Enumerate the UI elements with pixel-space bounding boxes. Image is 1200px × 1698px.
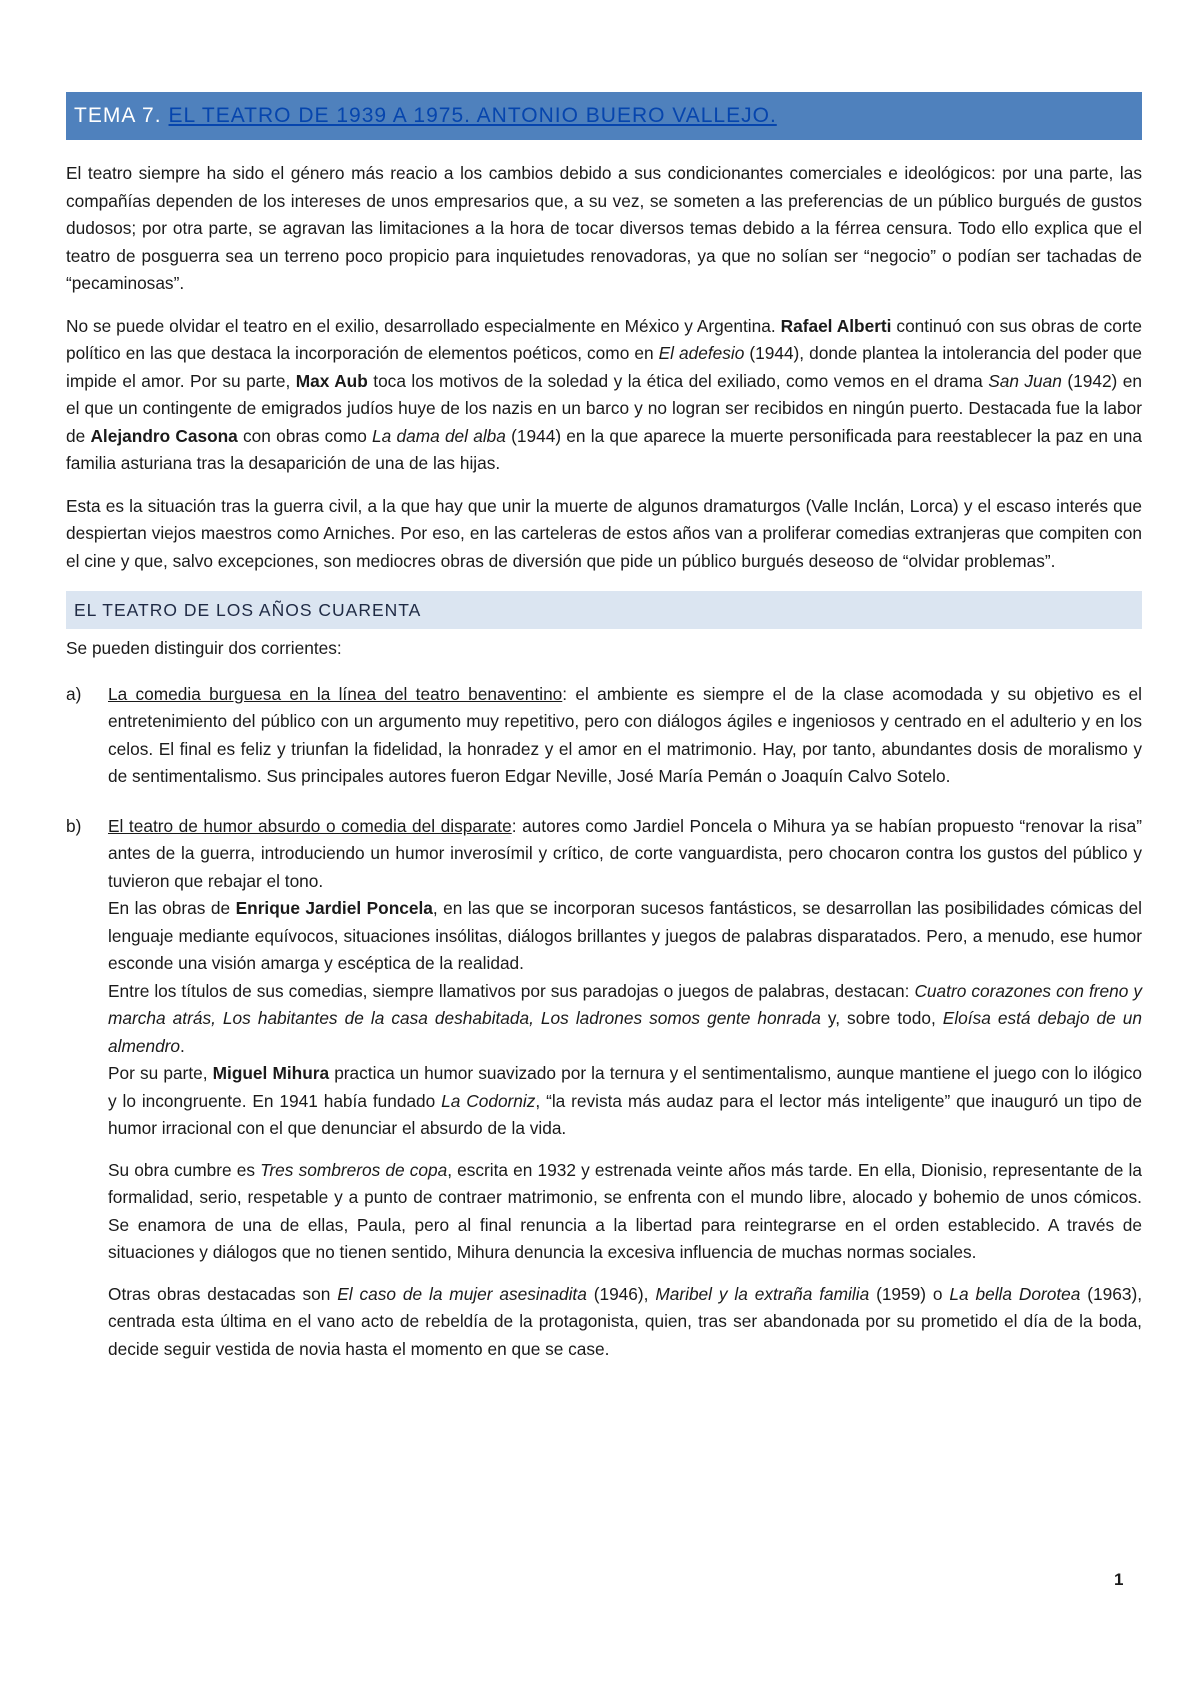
titles-paragraph: Entre los títulos de sus comedias, siempre llamativos por sus paradojas o juegos de palabras, destacan: Cuatro corazones con freno y marcha atrás, Los habitantes de la casa deshabitada, Los ladrones somos gente honrada y, sobre todo, Eloísa está debajo de un almendro. [108,980,1143,1056]
mihura-paragraph: Por su parte, Miguel Mihura practica un humor suavizado por la ternura y el sentimentalismo, aunque mantiene el juego con lo ilógico y lo incongruente. En 1941 había fundado La Codorniz, “la revista más audaz para el lector más inteligente” que inauguró un tipo de humor irracional con el que denunciar el absurdo de la vida. [108,1063,1142,1138]
intro-paragraph-3: Esta es la situación tras la guerra civil, a la que hay que unir la muerte de algunos dramaturgos (Valle Inclán, Lorca) y el escaso interés que despiertan viejos maestros como Arniches. Por eso, en las carteleras de estos años van a proliferar comedias extranjeras que compiten con el cine y que, salvo excepciones, son mediocres obras de diversión que pide un público burgués deseoso de “olvidar problemas”. [66,495,1142,571]
list-item-b-text: El teatro de humor absurdo o comedia del disparate: autores como Jardiel Poncela o Mihura ya se habían propuesto “renovar la risa” antes de la guerra, introduciendo un humor inverosímil y crítico, de corte vanguardista, pero chocaron contra los gustos del público y tuvieron que rebajar el tono. [108,815,1142,891]
list-item-a [66,681,1142,791]
document-page [66,92,1142,1363]
otras-obras-paragraph: Otras obras destacadas son El caso de la mujer asesinadita (1946), Maribel y la extraña familia (1959) o La bella Dorotea (1963), centrada esta última en el vano acto de rebeldía de la protagonista, quien, tras ser abandonada por su prometido el día de la boda, decide seguir vestida de novia hasta el momento en que se case. [108,1283,1143,1359]
list-marker-a: a) [66,683,82,704]
page-number: 1 [1114,1570,1124,1589]
jardiel-paragraph: En las obras de Enrique Jardiel Poncela, en las que se incorporan sucesos fantásticos, se desarrollan las posibilidades cómicas del lenguaje mediante equívocos, situaciones insólitas, diálogos brillantes y juegos de palabras disparatados. Pero, a menudo, ese humor esconde una visión amarga y escéptica de la realidad. [108,898,1142,973]
list-marker-b: b) [66,815,82,836]
section-intro: Se pueden distinguir dos corrientes: [66,638,342,658]
title-prefix: TEMA 7. [74,104,162,127]
title-bar [66,92,1142,140]
tres-sombreros-paragraph: Su obra cumbre es Tres sombreros de copa, escrita en 1932 y estrenada veinte años más tarde. En ella, Dionisio, representante de la formalidad, serio, respetable y a punto de contraer matrimonio, se enfrenta con el mundo libre, alocado y bohemio de unos cómicos. Se enamora de una de ellas, Paula, pero al final renuncia a la libertad para reintegrarse en el orden establecido. A través de situaciones y diálogos que no tienen sentido, Mihura denuncia la excesiva influencia de muchas normas sociales. [108,1159,1142,1262]
intro-paragraph-1: El teatro siempre ha sido el género más reacio a los cambios debido a sus condicionantes comerciales e ideológicos: por una parte, las compañías dependen de los intereses de unos empresarios que, a su vez, se someten a las preferencias de un público burgués de gustos dudosos; por otra parte, se agravan las limitaciones a la hora de tocar diversos temas debido a la férrea censura. Todo ello explica que el teatro de posguerra sea un terreno poco propicio para inquietudes renovadoras, ya que no solían ser “negocio” o podían ser tachadas de “pecaminosas”. [66,163,1142,293]
list-item-a-text: La comedia burguesa en la línea del teatro benaventino: el ambiente es siempre el de la clase acomodada y su objetivo es el entretenimiento del público con un argumento muy repetitivo, pero con diálogos ágiles e ingeniosos y centrado en el adulterio y en los celos. El final es feliz y triunfan la fidelidad, la honradez y el amor en el matrimonio. Hay, por tanto, abundantes dosis de moralismo y de sentimentalismo. Sus principales autores fueron Edgar Neville, José María Pemán o Joaquín Calvo Sotelo. [108,683,1142,786]
section-heading: EL TEATRO DE LOS AÑOS CUARENTA [66,591,1142,629]
list-item-a-heading: La comedia burguesa en la línea del teatro benaventino [108,683,563,704]
list-item-b-heading: El teatro de humor absurdo o comedia del disparate [108,815,512,836]
list-item-b [66,813,1142,1364]
title-link[interactable]: EL TEATRO DE 1939 A 1975. ANTONIO BUERO VALLEJO. [168,104,777,127]
intro-paragraph-2: No se puede olvidar el teatro en el exilio, desarrollado especialmente en México y Argentina. Rafael Alberti continuó con sus obras de corte político en las que destaca la incorporación de elementos poéticos, como en El adefesio (1944), donde plantea la intolerancia del poder que impide el amor. Por su parte, Max Aub toca los motivos de la soledad y la ética del exiliado, como vemos en el drama San Juan (1942) en el que un contingente de emigrados judíos huye de los nazis en un barco y no logran ser recibidos en ningún puerto. Destacada fue la labor de Alejandro Casona con obras como La dama del alba (1944) en la que aparece la muerte personificada para reestablecer la paz en una familia asturiana tras la desaparición de una de las hijas. [66,315,1143,473]
